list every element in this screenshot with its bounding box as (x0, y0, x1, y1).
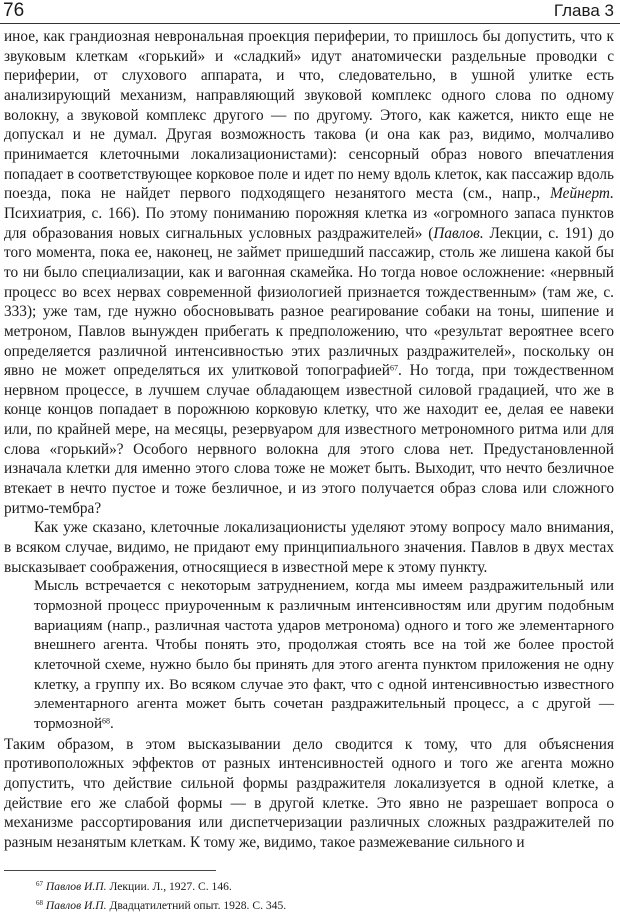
footnote-author: Павлов И.П. (45, 880, 107, 893)
footnote-author: Павлов И.П. (45, 899, 107, 912)
paragraph-1: иное, как грандиозная неврональная проекция периферии, то пришлось бы допустить, что к звуковым клеткам «горький» и «сладкий» идут анатомически раздельные проводки с периферии, от слухового аппарата, и что, следовательно, в ушной улитке есть анализирующий механизм, направляющий звуковой комплекс одного слова по одному волокну, а звуковой комплекс другого — по другому. Этого, как кажется, никто еще не допускал и не думал. Другая возможность такова (и она как раз, видимо, молчаливо принимается клеточными локализационистами): сенсорный образ нового впечатления попадает в соответствующее корковое поле и идет по нему вдоль клеток, как пассажир вдоль поезда, пока не найдет первого подходящего незанятого места (см., напр., Мейнерт. Психиатрия, с. 166). По этому пониманию порожняя клетка из «огромного запаса пунктов для образования новых сигнальных условных раздражителей» (Павлов. Лекции, с. 191) до того момента, пока ее, наконец, не займет пришедший пассажир, столь же лишена какой бы то ни было специализации, как и вагонная скамейка. Но тогда новое осложнение: «нервный процесс во всех нервах современной физиологией признается тождественным» (там же, с. 333); уже там, где нужно обосновывать разное реагирование собаки на тоны, шипение и метроном, Павлов вынужден прибегать к предположению, что «результат вероятнее всего определяется различной интенсивностью этих различных раздражителей», поскольку он явно не может определяться их улитковой топографией$^{67}$. Но тогда, при тождественном нервном процессе, в лучшем случае обладающем известной силовой градацией, что же в конце концов попадает в порожнюю корковую клетку, что же находит ее, делая ее навеки или, по крайней мере, на месяцы, резервуаром для известного метрономного ритма или для слова «горький»? Особого нервного волокна для этого слова нет. Предустановленной изначала клетки для именно этого слова тоже не может быть. Выходит, что нечто безличное втекает в нечто пустое и тоже безличное, и из этого получается образ слова или сложного ритмо-тембра? (4, 28, 614, 517)
footnote-67: $^{67}$ Павлов И.П. Лекции. Л., 1927. С. 146. (36, 880, 232, 893)
footnote-rule (4, 870, 216, 871)
footnotes (36, 877, 606, 915)
paragraph-3: Таким образом, в этом высказывании дело сводится к тому, что для объяснения противоположных эффектов от разных интенсивностей одного и того же агента можно допустить, что действие сильной формы раздражителя локализуется в одной клетке, а действие его же слабой формы — в другой клетке. Это явно не разрешает вопроса о механизме рассортирования или диспетчеризации различных сложных раздражителей по разным незанятым клеткам. К тому же, видимо, такое размежевание сильного и (4, 735, 614, 851)
footnote-68: $^{68}$ Павлов И.П. Двадцатилетний опыт. 1928. С. 345. (36, 899, 287, 912)
page-number: 76 (3, 0, 25, 21)
author-citation: Мейнерт. (550, 185, 614, 203)
block-quote: Мысль встречается с некоторым затруднением, когда мы имеем раздражительный или тормозной процесс приуроченным к различным интенсивностям или другим подобным вариациям (напр., различная частота ударов метронома) одного и того же элементарного внешнего агента. Чтобы понять это, продолжая стоять все на той же более простой клеточной схеме, нужно было бы принять для этого агента пунктом приложения не одну клетку, а группу их. Во всяком случае это факт, что с одной интенсивностью известного элементарного агента может быть сочетан раздражительный процесс, а с другой — тормозной$^{68}$. (34, 578, 614, 732)
footnote-number: 68 (36, 899, 43, 908)
header-rule (0, 23, 620, 24)
body-text (4, 27, 614, 853)
footnote-ref[interactable]: 67 (389, 363, 398, 373)
page-header (0, 0, 620, 24)
author-citation: Павлов. (433, 224, 484, 242)
paragraph-2: Как уже сказано, клеточные локализационисты уделяют этому вопросу мало внимания, в всяком случае, видимо, не придают ему принципиального значения. Павлов в двух местах высказывает соображения, относящиеся в известной мере к этому пункту. (4, 519, 614, 576)
footnote-number: 67 (36, 880, 43, 889)
footnote-ref[interactable]: 68 (102, 716, 111, 726)
chapter-title: Глава 3 (553, 1, 614, 20)
